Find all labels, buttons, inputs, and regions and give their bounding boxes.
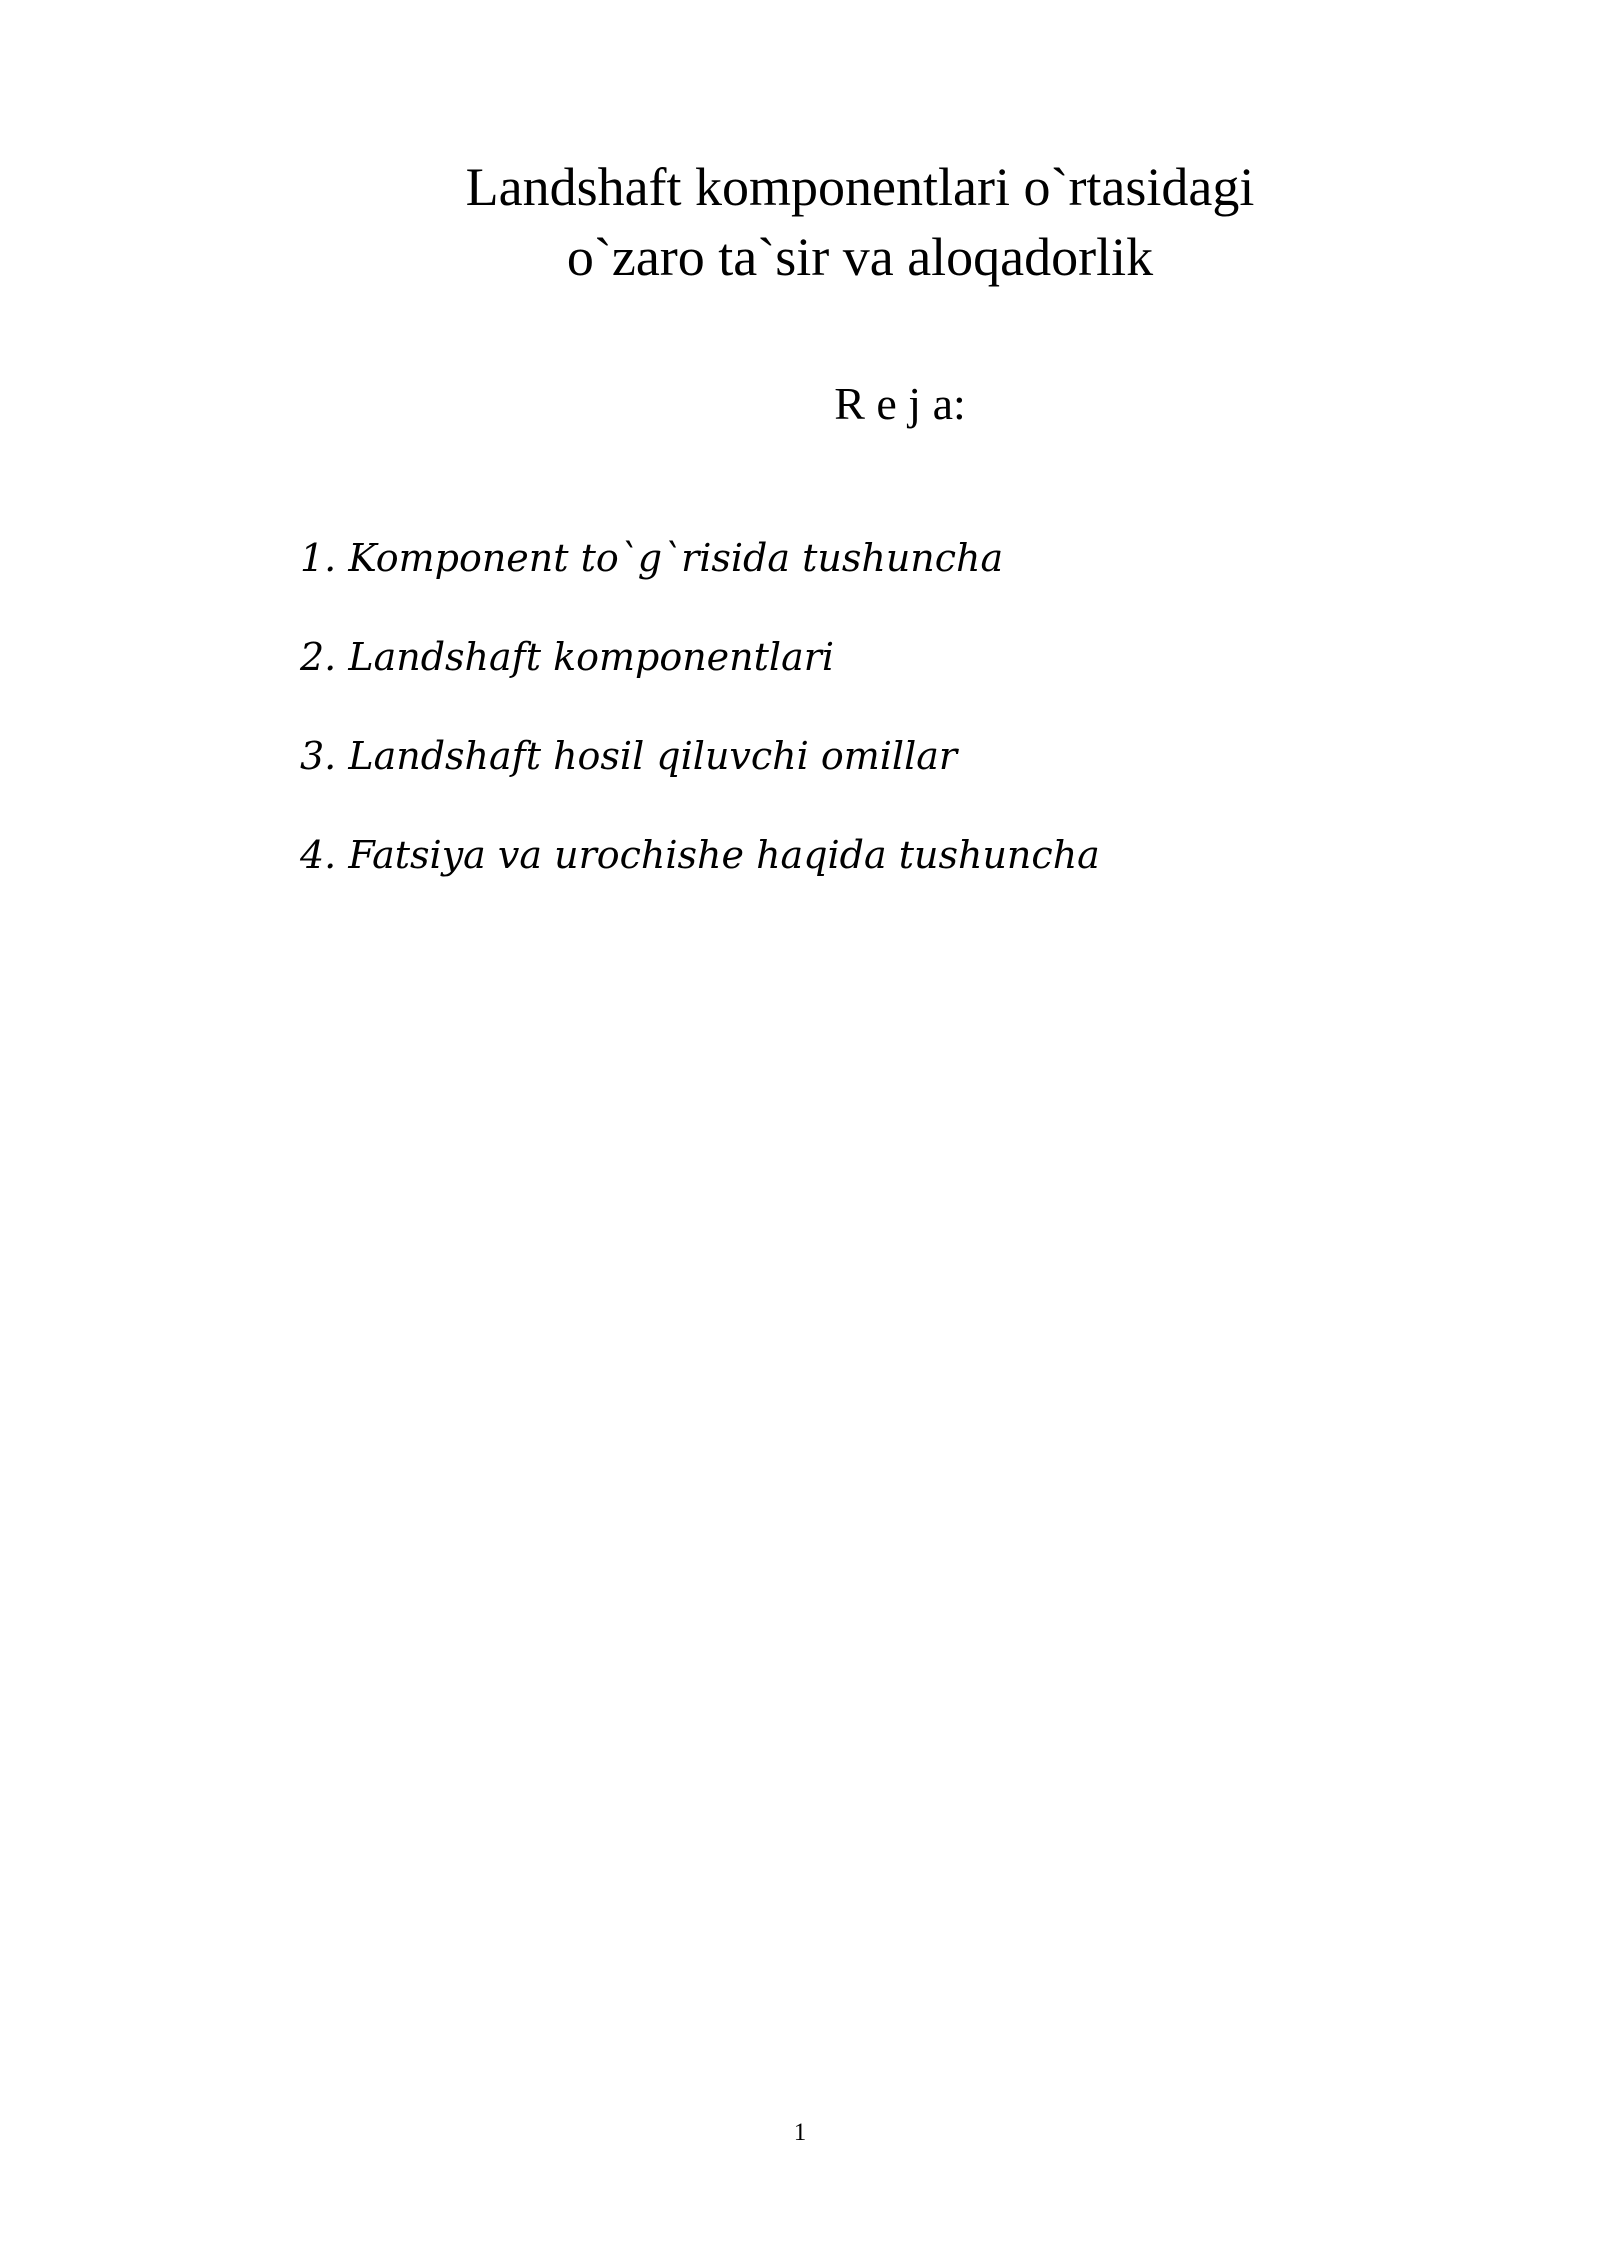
plan-list bbox=[300, 528, 1400, 924]
page-number: 1 bbox=[793, 2119, 807, 2146]
plan-list-item: 4. Fatsiya va urochishe haqida tushuncha bbox=[300, 833, 1100, 877]
plan-heading: R e j a: bbox=[834, 378, 966, 429]
document-title-line: o`zaro ta`sir va aloqadorlik bbox=[566, 227, 1154, 287]
plan-list-item: 1. Komponent to`g`risida tushuncha bbox=[300, 536, 1004, 580]
plan-list-item: 2. Landshaft komponentlari bbox=[300, 635, 835, 679]
plan-list-item: 3. Landshaft hosil qiluvchi omillar bbox=[300, 734, 958, 778]
document-title-line: Landshaft komponentlari o`rtasidagi bbox=[465, 157, 1255, 217]
document-title bbox=[400, 152, 1320, 292]
